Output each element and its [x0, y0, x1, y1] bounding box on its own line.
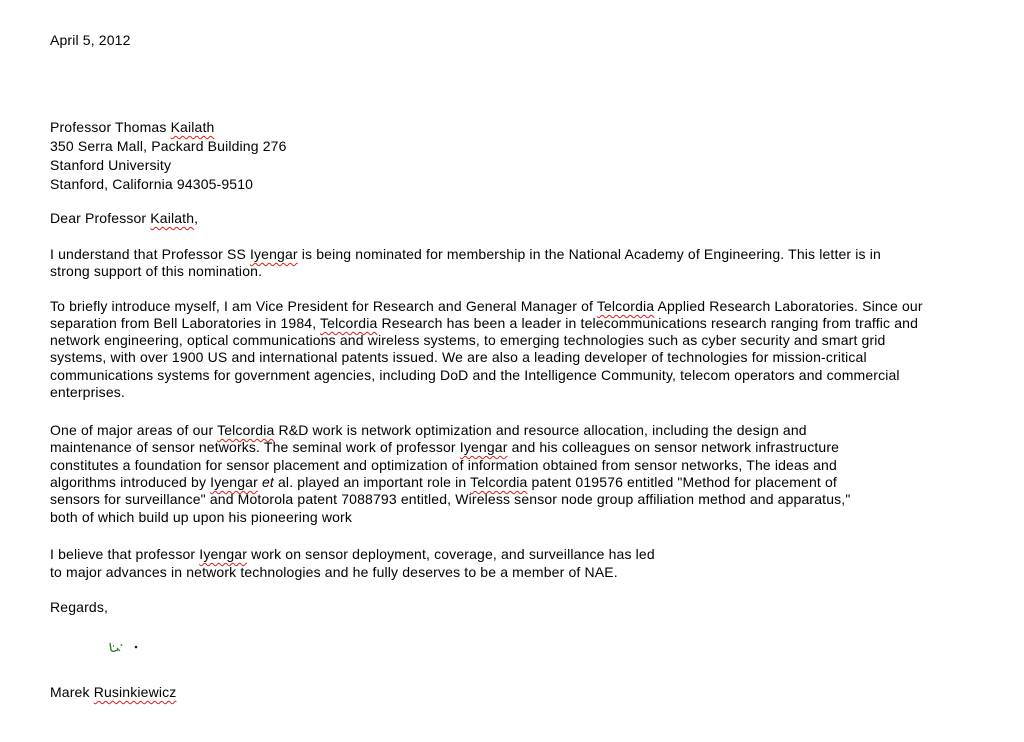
spell-error-word: Iyengar	[210, 474, 258, 490]
italic-term: et	[261, 474, 274, 490]
spell-error-word: Telcordia	[470, 474, 528, 490]
spell-error-word: Kailath	[170, 119, 215, 135]
spell-error-word: Telcordia	[320, 315, 378, 331]
address-line: Stanford University	[50, 157, 172, 173]
spell-error-word: Iyengar	[249, 246, 298, 262]
salutation: Dear Professor Kailath,	[50, 210, 199, 226]
signature-image	[108, 639, 148, 655]
signer-name: Marek Rusinkiewicz	[50, 684, 177, 700]
paragraph-line: algorithms introduced by Iyengar et al. played an important role in Telcordia patent 019576 entitled "Method for placement of	[50, 474, 837, 490]
paragraph-line: communications systems for government agencies, including DoD and the Intelligence Community, telecom operators and commercial	[50, 367, 900, 383]
paragraph-line: constitutes a foundation for sensor placement and optimization of information obtained from sensor networks, The ideas and	[50, 457, 837, 473]
paragraph-line: I understand that Professor SS Iyengar is being nominated for membership in the National Academy of Engineering. This letter is in	[50, 246, 881, 262]
spell-error-word: Rusinkiewicz	[93, 684, 177, 700]
paragraph-line: to major advances in network technologies and he fully deserves to be a member of NAE.	[50, 564, 618, 580]
letter-date: April 5, 2012	[50, 32, 131, 48]
paragraph-line: systems, with over 1900 US and international patents issued. We are also a leading developer of technologies for mission-critical	[50, 349, 867, 365]
paragraph-line: both of which build up upon his pioneering work	[50, 509, 353, 525]
address-line: Stanford, California 94305-9510	[50, 176, 254, 192]
spell-error-word: Iyengar	[459, 439, 508, 455]
spell-error-word: Telcordia	[217, 422, 275, 438]
address-line: 350 Serra Mall, Packard Building 276	[50, 138, 287, 154]
spell-error-word: Kailath	[150, 210, 195, 226]
spell-error-word: Iyengar	[199, 546, 248, 562]
closing: Regards,	[50, 599, 109, 615]
paragraph-line: One of major areas of our Telcordia R&D work is network optimization and resource allocation, including the design and	[50, 422, 807, 438]
paragraph-line: sensors for surveillance" and Motorola patent 7088793 entitled, Wireless sensor node group affiliation method and apparatus,"	[50, 491, 851, 507]
paragraph-line: I believe that professor Iyengar work on sensor deployment, coverage, and surveillance has led	[50, 546, 655, 562]
paragraph-line: strong support of this nomination.	[50, 263, 263, 279]
address-line: Professor Thomas Kailath	[50, 119, 215, 135]
paragraph-line: maintenance of sensor networks. The seminal work of professor Iyengar and his colleagues on sensor network infrastructure	[50, 439, 840, 455]
paragraph-line: enterprises.	[50, 384, 125, 400]
spell-error-word: Telcordia	[596, 298, 655, 314]
paragraph-line: network engineering, optical communications and wireless systems, to emerging technologies such as cyber security and smart grid	[50, 332, 886, 348]
paragraph-line: To briefly introduce myself, I am Vice President for Research and General Manager of Telcordia Applied Research Laboratories. Since our	[50, 298, 923, 314]
paragraph-line: separation from Bell Laboratories in 1984, Telcordia Research has been a leader in telecommunications research ranging from traffic and	[50, 315, 919, 331]
